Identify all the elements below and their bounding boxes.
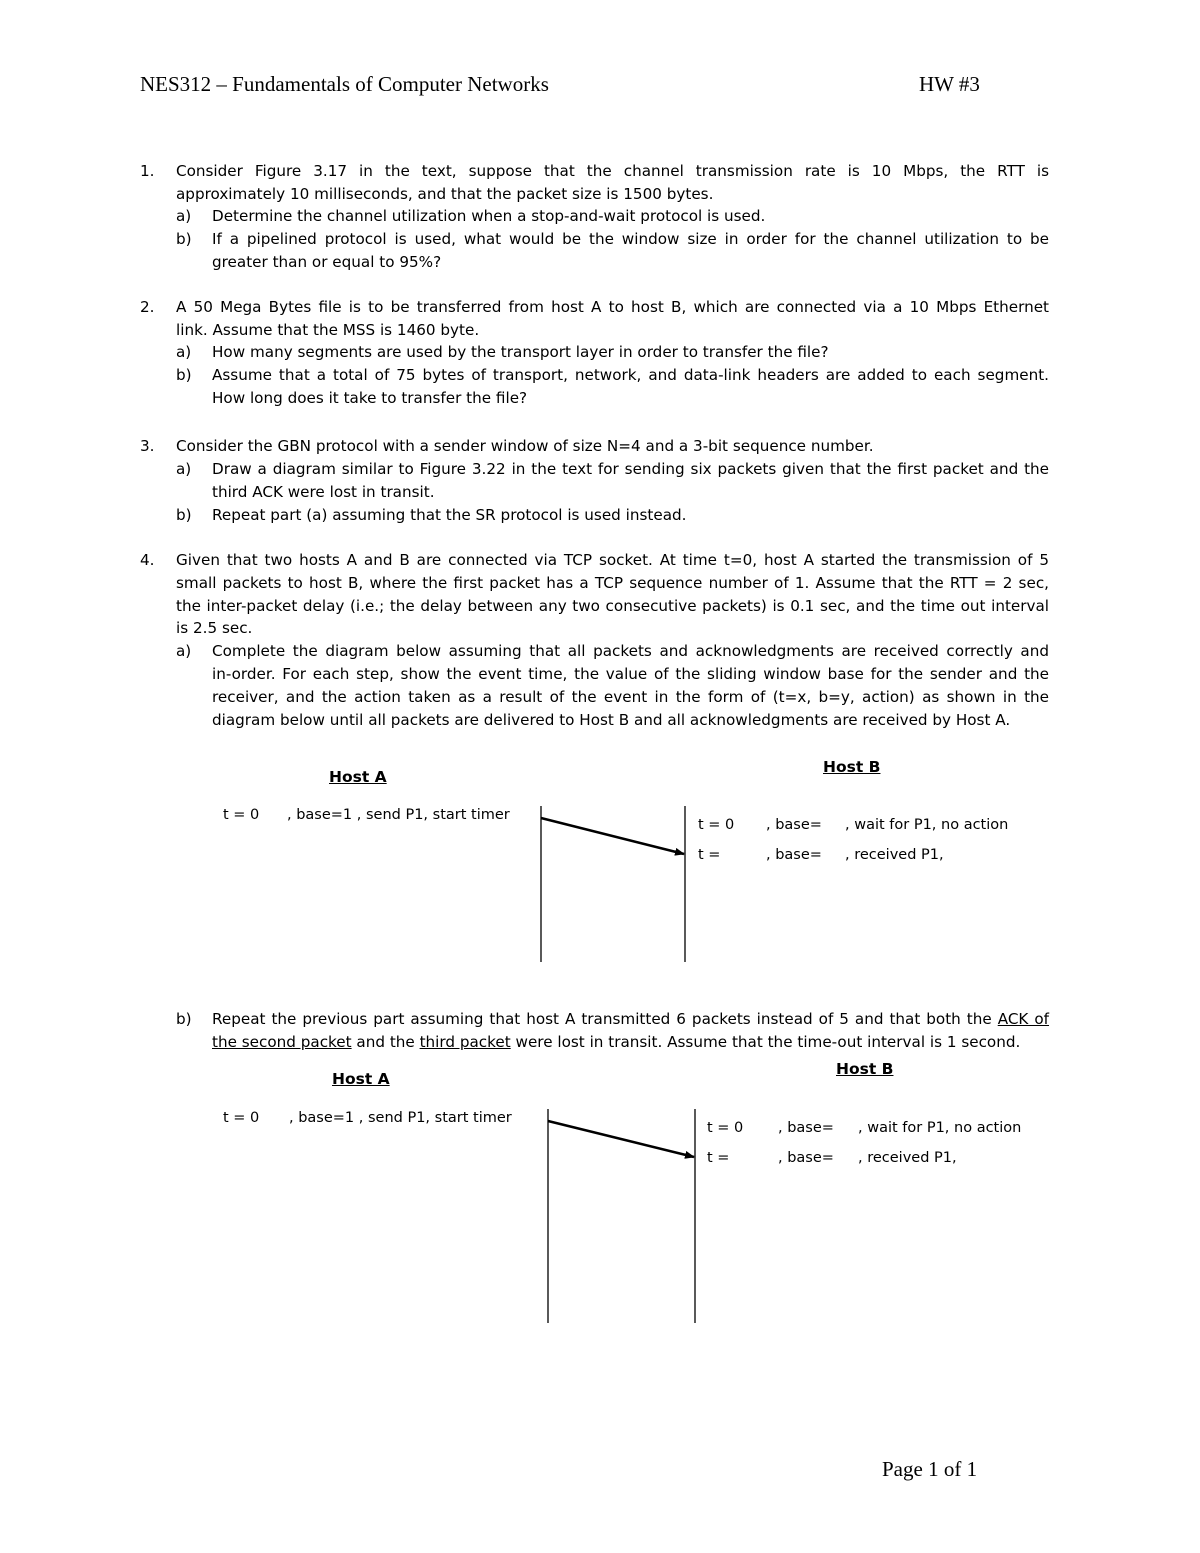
part-line: Assume that a total of 75 bytes of transport, network, and data-link headers are added to each segment. (212, 366, 1049, 384)
part-text: Repeat the previous part assuming that host A transmitted 6 packets instead of 5 and that both the (212, 1010, 998, 1028)
receiver-action: , wait for P1, no action (845, 817, 1009, 833)
sender-time: t = 0 (223, 807, 260, 823)
receiver-base: , base= (778, 1120, 834, 1136)
part-label: b) (176, 1010, 192, 1028)
sender-time: t = 0 (223, 1110, 260, 1126)
homework-number: HW #3 (919, 72, 980, 96)
question-line: is 2.5 sec. (176, 619, 253, 637)
question-line: small packets to host B, where the first packet has a TCP sequence number of 1. Assume that the RTT = 2 sec, (176, 574, 1049, 592)
receiver-base: , base= (778, 1150, 834, 1166)
part-line: in-order. For each step, show the event time, the value of the sliding window base for the sender and the (212, 665, 1049, 683)
packet-arrow (541, 818, 684, 854)
question-number: 4. (140, 551, 155, 569)
part-line: How many segments are used by the transport layer in order to transfer the file? (212, 343, 829, 361)
receiver-time: t = (707, 1150, 730, 1166)
part-line: Repeat part (a) assuming that the SR protocol is used instead. (212, 506, 687, 524)
part-line: How long does it take to transfer the file? (212, 389, 528, 407)
receiver-time: t = (698, 847, 721, 863)
part-label: a) (176, 460, 192, 478)
host-b-label: Host B (836, 1060, 894, 1078)
question-line: the inter-packet delay (i.e.; the delay between any two consecutive packets) is 0.1 sec, and the time out interval (176, 597, 1049, 615)
page-number: Page 1 of 1 (882, 1457, 978, 1481)
course-title: NES312 – Fundamentals of Computer Networks (140, 72, 549, 96)
receiver-time: t = 0 (698, 817, 735, 833)
question-number: 2. (140, 298, 155, 316)
receiver-action: , received P1, (858, 1150, 957, 1166)
question-line: Consider the GBN protocol with a sender window of size N=4 and a 3-bit sequence number. (176, 437, 874, 455)
underlined-text: third packet (419, 1033, 511, 1051)
part-line: Draw a diagram similar to Figure 3.22 in the text for sending six packets given that the first packet and the (212, 460, 1049, 478)
part-line: receiver, and the action taken as a result of the event in the form of (t=x, b=y, action) as shown in the (212, 688, 1049, 706)
part-label: b) (176, 366, 192, 384)
part-label: a) (176, 642, 192, 660)
question-line: Consider Figure 3.17 in the text, suppose that the channel transmission rate is 10 Mbps, the RTT is (176, 162, 1049, 180)
host-a-label: Host A (329, 768, 387, 786)
underlined-text: the second packet (212, 1033, 352, 1051)
part-label: b) (176, 230, 192, 248)
part-label: a) (176, 207, 192, 225)
part-line: diagram below until all packets are delivered to Host B and all acknowledgments are received by Host A. (212, 711, 1011, 729)
part-text: were lost in transit. Assume that the time-out interval is 1 second. (510, 1033, 1021, 1051)
sender-event: , base=1 , send P1, start timer (289, 1110, 512, 1126)
host-a-label: Host A (332, 1070, 390, 1088)
sender-event: , base=1 , send P1, start timer (287, 807, 510, 823)
question-line: approximately 10 milliseconds, and that the packet size is 1500 bytes. (176, 185, 714, 203)
part-text: and the (351, 1033, 420, 1051)
question-number: 1. (140, 162, 155, 180)
part-line: third ACK were lost in transit. (212, 483, 435, 501)
receiver-action: , wait for P1, no action (858, 1120, 1022, 1136)
part-line: greater than or equal to 95%? (212, 253, 442, 271)
part-line: If a pipelined protocol is used, what would be the window size in order for the channel utilization to be (212, 230, 1049, 248)
question-line: Given that two hosts A and B are connected via TCP socket. At time t=0, host A started the transmission of 5 (176, 551, 1049, 569)
question-number: 3. (140, 437, 155, 455)
receiver-base: , base= (766, 817, 822, 833)
receiver-action: , received P1, (845, 847, 944, 863)
receiver-base: , base= (766, 847, 822, 863)
question-line: link. Assume that the MSS is 1460 byte. (176, 321, 480, 339)
underlined-text: ACK of (997, 1010, 1050, 1028)
question-line: A 50 Mega Bytes file is to be transferred from host A to host B, which are connected via a 10 Mbps Ethernet (176, 298, 1049, 316)
host-b-label: Host B (823, 758, 881, 776)
packet-arrow (548, 1121, 694, 1157)
part-label: a) (176, 343, 192, 361)
part-line: Determine the channel utilization when a stop-and-wait protocol is used. (212, 207, 766, 225)
receiver-time: t = 0 (707, 1120, 744, 1136)
part-line: Complete the diagram below assuming that all packets and acknowledgments are received correctly and (212, 642, 1049, 660)
part-label: b) (176, 506, 192, 524)
